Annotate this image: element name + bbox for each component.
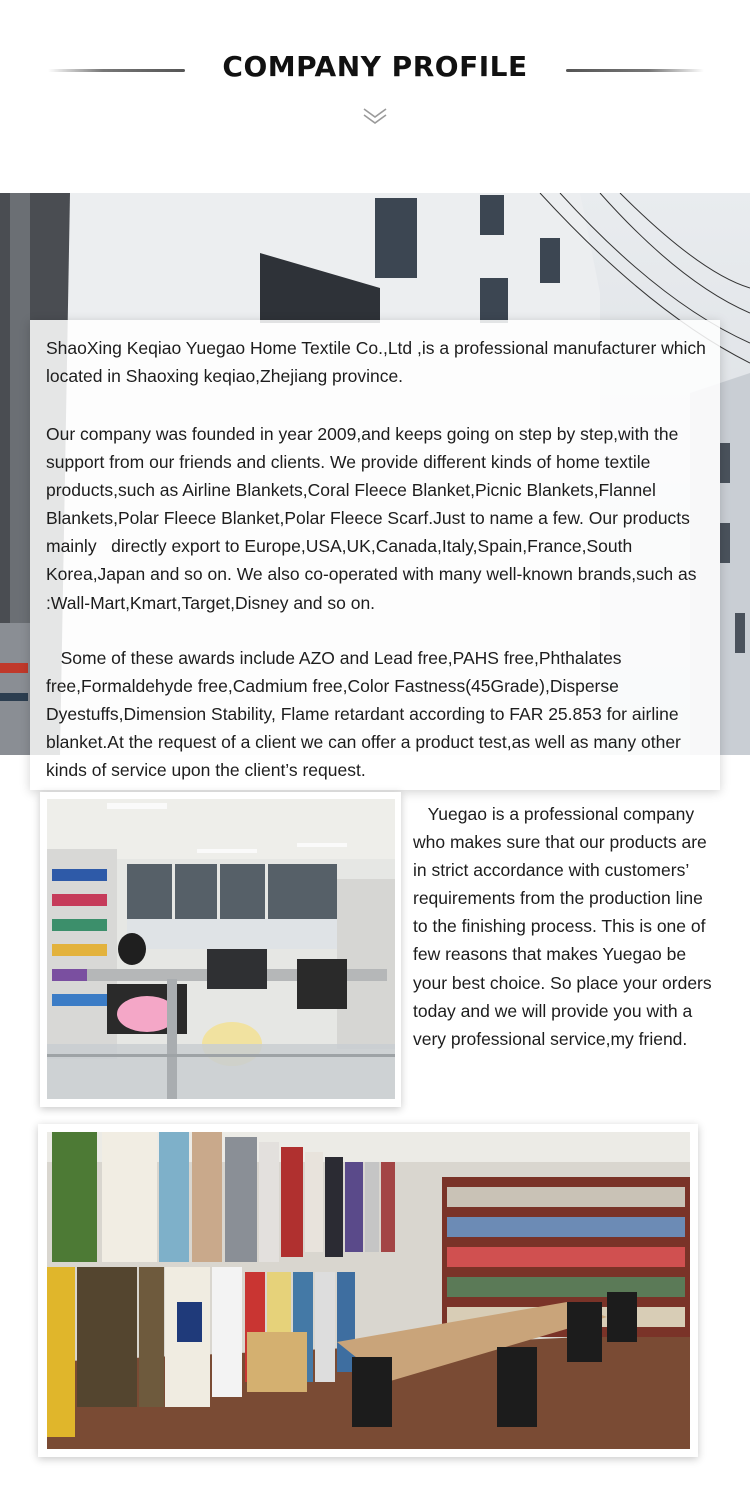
intro-paragraph-3: Some of these awards include AZO and Lead free,PAHS free,Phthalates free,Formaldehyde free,Cadmium free,Color Fastness(45Grade),Disperse Dyestuffs,Dimension Stability, Flame retardant according to FAR 25.853 for airline blanket.At the request of a client we can offer a product test,as well as many other kinds of service upon the client’s request. [46,648,681,781]
title-rule-right [566,69,704,72]
office-photo [47,799,395,1099]
page-title: COMPANY PROFILE [222,50,528,83]
service-description: Yuegao is a professional company who makes sure that our products are in strict accordance with customers’ requirements from the production line to the finishing process. This is one of few reasons that makes Yuegao be your best choice. So place your orders today and we will provide you with a very professional service,my friend. [413,804,712,1049]
office-photo-frame [40,792,401,1107]
showroom-photo-frame [38,1124,698,1457]
section-header [0,0,750,190]
double-chevron-down-icon [362,106,388,126]
showroom-photo [47,1132,690,1449]
intro-paragraph-1: ShaoXing Keqiao Yuegao Home Textile Co.,Ltd ,is a professional manufacturer which located in Shaoxing keqiao,Zhejiang province. [46,338,706,387]
intro-paragraph-2: Our company was founded in year 2009,and keeps going on step by step,with the support from our friends and clients. We provide different kinds of home textile products,such as Airline Blankets,Coral Fleece Blanket,Picnic Blankets,Flannel Blankets,Polar Fleece Blanket,Polar Fleece Scarf.Just to name a few. Our products mainly directly export to Europe,USA,UK,Canada,Italy,Spain,France,South Korea,Japan and so on. We also co-operated with many well-known brands,such as :Wall-Mart,Kmart,Target,Disney and so on. [46,424,697,613]
